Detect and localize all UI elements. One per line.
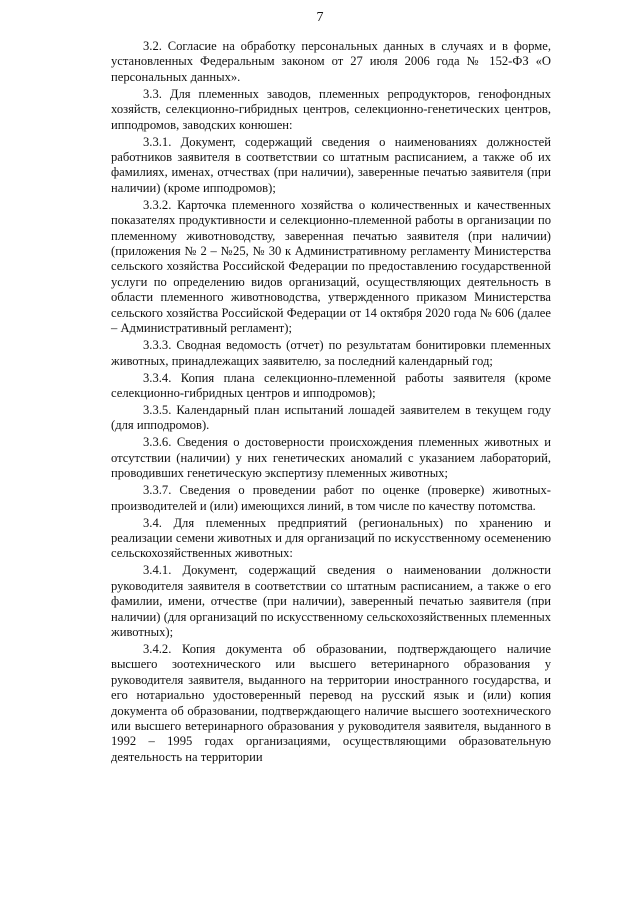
- paragraph-3-3-6: 3.3.6. Сведения о достоверности происхождения племенных животных и отсутствии (наличии) у них генетических аномалий с указанием лабораторий, проводивших генетическую экспертизу племенных животных;: [111, 435, 551, 481]
- paragraph-3-3-2: 3.3.2. Карточка племенного хозяйства о количественных и качественных показателях продуктивности и селекционно-племенной работы в организации по племенному животноводству, заверенная печатью заявителя (при наличии) (приложения № 2 – №25, № 30 к Административному регламенту Министерства сельского хозяйства Российской Федерации по предоставлению государственной услуги по определению видов организаций, осуществляющих деятельность в области племенного животноводства, утвержденного приказом Министерства сельского хозяйства Российской Федерации от 14 октября 2020 года № 606 (далее – Административный регламент);: [111, 197, 551, 336]
- paragraph-3-3-7: 3.3.7. Сведения о проведении работ по оценке (проверке) животных-производителей и (или) имеющихся линий, в том числе по качеству потомства.: [111, 483, 551, 513]
- paragraph-3-3-3: 3.3.3. Сводная ведомость (отчет) по результатам бонитировки племенных животных, принадлежащих заявителю, за последний календарный год;: [111, 338, 551, 368]
- paragraph-3-3-1: 3.3.1. Документ, содержащий сведения о наименованиях должностей работников заявителя в соответствии со штатным расписанием, а также об их фамилиях, именах, отчествах (при наличии), заверенные печатью заявителя (при наличии) (кроме ипподромов);: [111, 134, 551, 195]
- paragraph-3-2: 3.2. Согласие на обработку персональных данных в случаях и в форме, установленных Федеральным законом от 27 июля 2006 года № 152-ФЗ «О персональных данных».: [111, 39, 551, 84]
- paragraph-3-3-4: 3.3.4. Копия плана селекционно-племенной работы заявителя (кроме селекционно-гибридных центров и ипподромов);: [111, 370, 551, 400]
- paragraph-3-4-1: 3.4.1. Документ, содержащий сведения о наименовании должности руководителя заявителя в соответствии со штатным расписанием, а также о его фамилии, имени, отчестве (при наличии), заверенный печатью заявителя (при наличии) (для организаций по искусственному сельскохозяйственных племенных животных);: [111, 563, 551, 639]
- paragraph-3-4-2: 3.4.2. Копия документа об образовании, подтверждающего наличие высшего зоотехнического или высшего ветеринарного образования у руководителя заявителя, выданного на территории иностранного государства, и его нотариально удостоверенный перевод на русский язык и (или) копия документа об образовании, подтверждающего наличие высшего зоотехнического или высшего ветеринарного образования у руководителя заявителя, выданного в 1992 – 1995 годах организациями, осуществляющими образовательную деятельность на территории: [111, 641, 551, 764]
- page-number: 7: [316, 10, 324, 25]
- paragraph-3-3-5: 3.3.5. Календарный план испытаний лошадей заявителем в текущем году (для ипподромов).: [111, 402, 551, 433]
- paragraph-3-4: 3.4. Для племенных предприятий (региональных) по хранению и реализации семени животных и для организаций по искусственному осеменению сельскохозяйственных животных:: [111, 515, 551, 561]
- paragraph-3-3: 3.3. Для племенных заводов, племенных репродукторов, генофондных хозяйств, селекционно-гибридных центров, селекционно-генетических центров, ипподромов, заводских конюшен:: [111, 86, 551, 132]
- document-body: [111, 39, 551, 767]
